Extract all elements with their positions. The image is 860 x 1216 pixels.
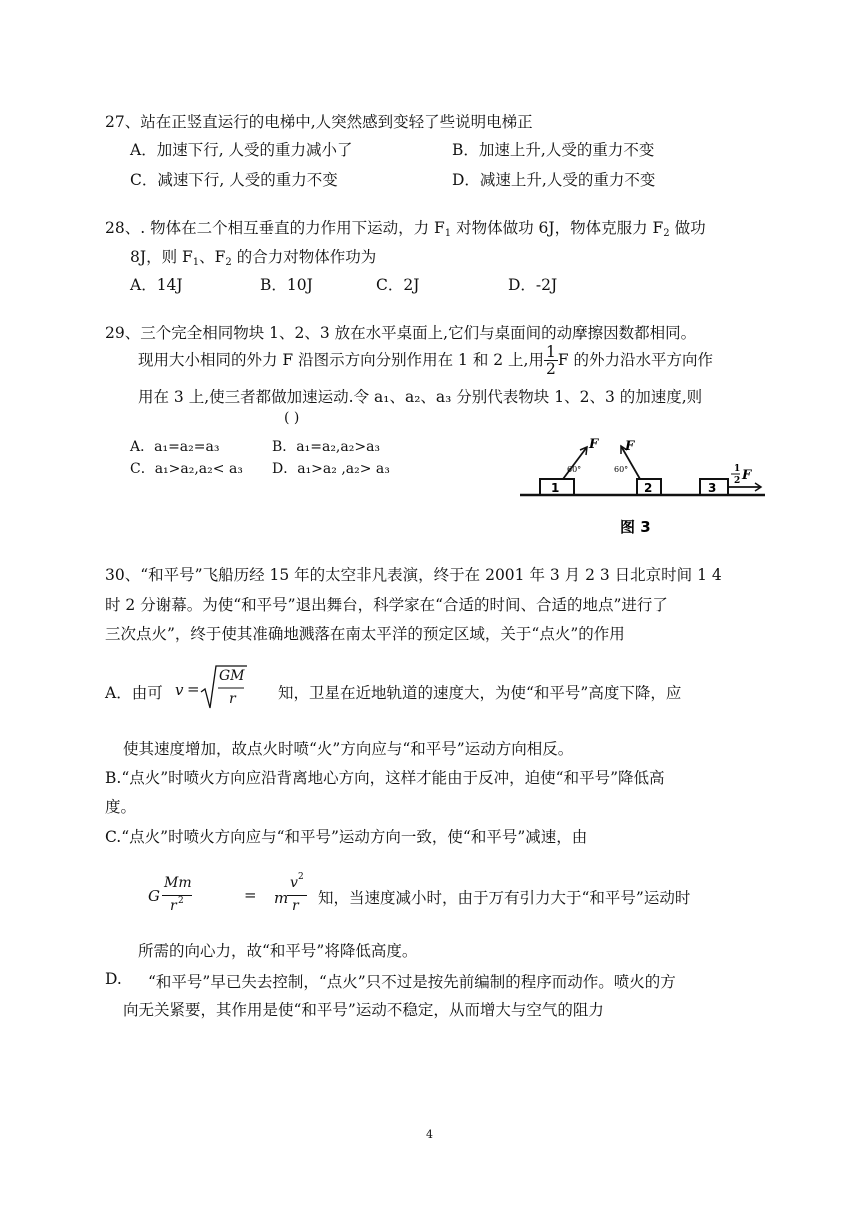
- subscript: 1: [192, 257, 200, 268]
- formula-exponent: 2: [298, 872, 304, 882]
- force-2-label: F: [625, 439, 635, 454]
- q30-option-b-line2: 度。: [105, 798, 137, 816]
- fraction-bar: [287, 895, 307, 896]
- formula-equals: =: [244, 886, 257, 904]
- block-3-label: 3: [708, 481, 717, 495]
- force-3-label: F: [742, 468, 752, 483]
- formula-equals: =: [187, 680, 200, 698]
- subscript: 2: [663, 228, 670, 239]
- q30-stem-line3: 三次点火”，终于使其准确地溅落在南太平洋的预定区域，关于“点火”的作用: [105, 625, 625, 643]
- q28-text: 的合力对物体作功为: [231, 248, 377, 266]
- formula-denominator: r: [229, 691, 236, 707]
- q30-option-a-suffix: 知，卫星在近地轨道的速度大，为使“和平号”高度下降，应: [278, 684, 682, 702]
- figure-3-blocks-diagram: [515, 428, 775, 543]
- q29-option-a: A．a₁=a₂=a₃: [130, 439, 220, 455]
- formula-G: G: [148, 887, 160, 905]
- q30-option-d-line2: 向无关紧要，其作用是使“和平号”运动不稳定，从而增大与空气的阻力: [123, 1001, 604, 1019]
- q29-option-b: B．a₁=a₂,a₂>a₃: [272, 439, 381, 455]
- q28-stem-line1: [105, 216, 706, 239]
- q30-option-b-line1: B.“点火”时喷火方向应沿背离地心方向，这样才能由于反冲，迫使“和平号”降低高: [105, 769, 665, 787]
- formula-exponent: 2: [178, 896, 184, 906]
- q28-option-a: A．14J: [130, 276, 183, 294]
- formula-v: v: [175, 681, 184, 699]
- subscript: 1: [444, 228, 452, 239]
- q29-option-c: C．a₁>a₂,a₂< a₃: [130, 461, 243, 477]
- subscript: 2: [225, 257, 232, 268]
- q29-stem-line1: 29、三个完全相同物块 1、2、3 放在水平桌面上,它们与桌面间的动摩擦因数都相同。: [105, 324, 697, 342]
- q27-option-d: D．减速上升,人受的重力不变: [452, 171, 656, 189]
- q30-stem-line1: 30、“和平号”飞船历经 15 年的太空非凡表演，终于在 2001 年 3 月 2 3 日北京时间 1 4: [105, 566, 722, 584]
- q30-option-c-line3: 所需的向心力，故“和平号”将降低高度。: [138, 942, 418, 960]
- q28-text: 8J，则 F: [130, 248, 193, 266]
- force-arrow-1: [563, 447, 587, 479]
- q30-option-a-prefix: A．由可: [105, 684, 163, 702]
- q29-text: F 的外力沿水平方向作: [557, 350, 714, 369]
- q27-stem: 27、站在正竖直运行的电梯中,人突然感到变轻了些说明电梯正: [105, 113, 533, 131]
- q28-text: 、F: [199, 248, 226, 266]
- q30-option-d-line1: “和平号”早已失去控制，“点火”只不过是按先前编制的程序而动作。喷火的方: [148, 973, 676, 991]
- q29-stem-line2: [138, 344, 713, 378]
- fraction-bar: [162, 895, 192, 896]
- q28-text: 28、. 物体在二个相互垂直的力作用下运动，力 F: [105, 219, 445, 237]
- fraction-denominator: 2: [545, 360, 556, 379]
- figure-caption: 图 3: [620, 518, 651, 536]
- formula-m: m: [274, 889, 289, 907]
- q28-option-c: C．2J: [376, 276, 420, 294]
- half-denominator: 2: [734, 476, 741, 486]
- q28-text: 做功: [669, 219, 706, 237]
- fraction-numerator: 1: [545, 343, 556, 361]
- q28-option-b: B．10J: [260, 276, 313, 294]
- q28-option-d: D．-2J: [508, 276, 558, 294]
- q30-option-d-label: D.: [105, 970, 122, 988]
- q28-text: 对物体做功 6J，物体克服力 F: [451, 219, 664, 237]
- q27-option-a: A．加速下行, 人受的重力减小了: [130, 141, 353, 159]
- block-1-label: 1: [551, 481, 560, 495]
- q30-option-c-line1: C.“点火”时喷火方向应与“和平号”运动方向一致，使“和平号”减速，由: [105, 828, 588, 846]
- q28-stem-line2: [130, 245, 376, 268]
- formula-r: r: [292, 898, 299, 914]
- page-number: 4: [426, 1128, 433, 1141]
- one-half-fraction: [544, 344, 558, 378]
- q30-option-c-suffix: 知，当速度减小时，由于万有引力大于“和平号”运动时: [318, 889, 691, 907]
- q30-option-a-line2: 使其速度增加，故点火时喷“火”方向应与“和平号”运动方向相反。: [123, 740, 574, 758]
- q29-stem-line3: 用在 3 上,使三者都做加速运动.令 a₁、a₂、a₃ 分别代表物块 1、2、3 的加速度,则: [138, 388, 703, 406]
- block-2-label: 2: [644, 481, 653, 495]
- force-1-label: F: [589, 437, 599, 452]
- angle-2-label: 60°: [614, 465, 629, 474]
- formula-Mm: Mm: [164, 875, 192, 891]
- q27-option-c: C．减速下行, 人受的重力不变: [130, 171, 338, 189]
- formula-numerator: GM: [219, 668, 245, 684]
- formula-r: r: [170, 898, 177, 914]
- q30-stem-line2: 时 2 分谢幕。为使“和平号”退出舞台，科学家在“合适的时间、合适的地点”进行了: [105, 596, 668, 614]
- q27-option-b: B．加速上升,人受的重力不变: [452, 141, 655, 159]
- q29-text: 现用大小相同的外力 F 沿图示方向分别作用在 1 和 2 上,用: [138, 350, 544, 369]
- half-numerator: 1: [734, 464, 741, 474]
- q29-option-d: D．a₁>a₂ ,a₂> a₃: [272, 461, 390, 477]
- angle-1-label: 60°: [567, 465, 582, 474]
- formula-v: v: [290, 875, 298, 891]
- answer-parentheses: ( ): [284, 410, 300, 426]
